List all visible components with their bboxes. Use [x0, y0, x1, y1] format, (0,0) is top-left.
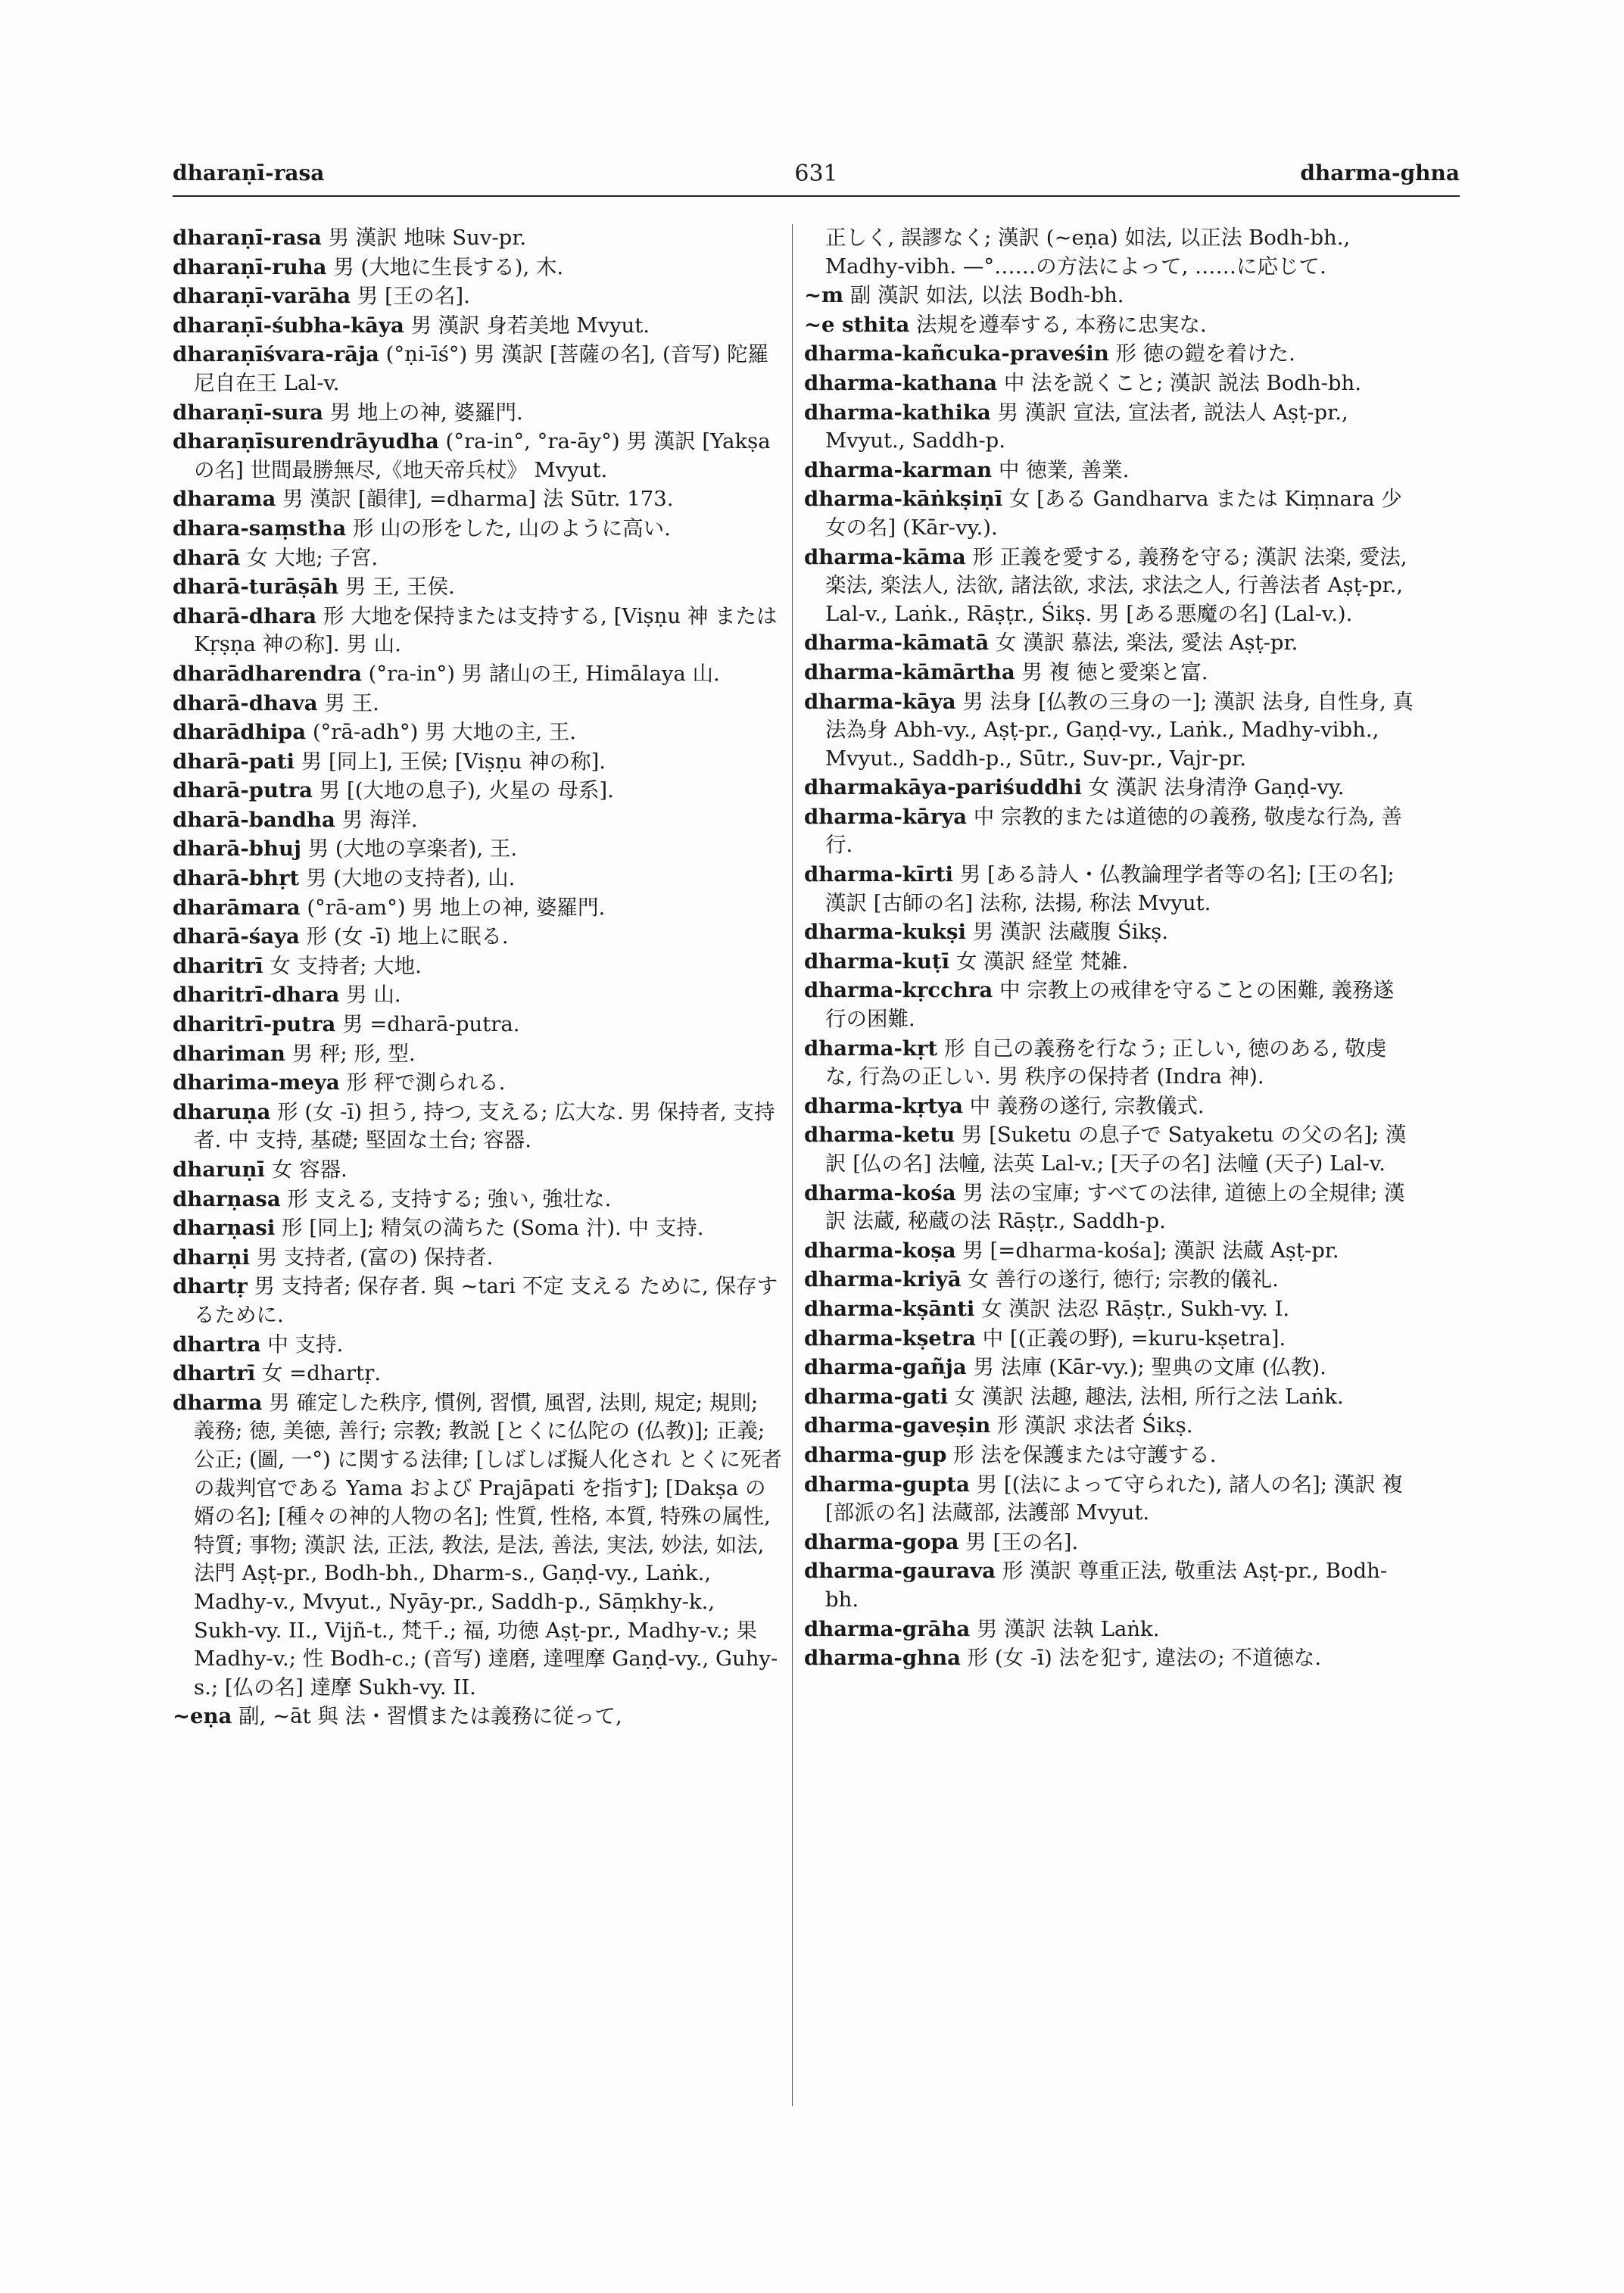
entry-headword: dharma-gopa	[804, 1529, 959, 1554]
entry-headword: dharma-gaurava	[804, 1559, 996, 1584]
entry-definition: 法規を遵奉する, 本務に忠実な.	[916, 312, 1207, 337]
entry-headword: dharitrī	[173, 953, 263, 978]
entry-headword: dharma	[173, 1390, 263, 1415]
entry-definition: 形 秤で測られる.	[346, 1070, 506, 1095]
entry-headword: dharama	[173, 487, 276, 512]
dictionary-entry	[173, 981, 782, 1010]
entry-definition: 男 山.	[346, 983, 401, 1008]
entry-definition: 形 自己の義務を行なう; 正しい, 徳のある, 敬虔な, 行為の正しい. 男 秩序の保持者 (Indra 神).	[825, 1036, 1387, 1089]
dictionary-entry	[173, 1069, 782, 1098]
dictionary-entry	[804, 399, 1414, 456]
dictionary-entry	[173, 718, 782, 747]
entry-definition: 男 (大地の支持者), 山.	[305, 866, 516, 891]
entry-headword: dharima-meya	[173, 1070, 340, 1095]
entry-headword: dharā-bhuj	[173, 837, 301, 861]
entry-headword: dharma-gañja	[804, 1355, 967, 1380]
dictionary-entry	[173, 835, 782, 864]
entry-headword: dharā-turāṣāh	[173, 575, 339, 600]
entry-definition: 男 =dharā-putra.	[342, 1012, 520, 1037]
entry-headword: dharma-kāmārtha	[804, 659, 1015, 684]
dictionary-entry	[804, 803, 1414, 860]
entry-definition: 中 法を説くこと; 漢訳 説法 Bodh-bh.	[1003, 370, 1361, 395]
entry-headword: ~m	[804, 283, 844, 308]
entry-headword: dharma-kṛtya	[804, 1093, 963, 1118]
entry-headword: dharma-kriyā	[804, 1267, 962, 1292]
page-header	[173, 160, 1460, 191]
entry-definition: 男 漢訳 地味 Suv-pr.	[328, 226, 527, 250]
entry-definition: 男 漢訳 法執 Laṅk.	[976, 1616, 1160, 1641]
dictionary-entry	[804, 1354, 1414, 1382]
entry-headword: dharma-gati	[804, 1384, 949, 1409]
dictionary-entry	[173, 399, 782, 428]
dictionary-entry	[173, 748, 782, 777]
entry-definition: 男 [同上], 王侯; [Viṣṇu 神の称].	[301, 749, 606, 774]
entry-definition: 形 (女 -ī) 担う, 持つ, 支える; 広大な. 男 保持者, 支持者. 中 支持, 基礎; 堅固な土台; 容器.	[194, 1099, 775, 1153]
entry-definition: 男 [=dharma-kośa]; 漢訳 法蔵 Aṣṭ-pr.	[962, 1238, 1339, 1263]
entry-headword: dharma-kathika	[804, 400, 991, 425]
dictionary-entry	[804, 1615, 1414, 1644]
dictionary-entry	[804, 1295, 1414, 1324]
dictionary-entry	[173, 1098, 782, 1155]
entry-definition: 男 海洋.	[341, 807, 418, 832]
entry-definition: 形 漢訳 尊重正法, 敬重法 Aṣṭ-pr., Bodh-bh.	[825, 1559, 1388, 1612]
entry-headword: dhartrī	[173, 1361, 256, 1386]
dictionary-entry	[173, 1040, 782, 1069]
entry-definition: 中 支持.	[267, 1332, 344, 1357]
entry-headword: dharā-bhṛt	[173, 866, 300, 891]
entry-headword: dharma-kañcuka-praveśin	[804, 341, 1109, 366]
dictionary-entry	[173, 573, 782, 602]
entry-definition: (°ra-in°) 男 諸山の王, Himālaya 山.	[368, 661, 720, 686]
entry-definition: 男 複 徳と愛楽と富.	[1021, 659, 1208, 684]
entry-headword: dharā	[173, 545, 241, 570]
dictionary-entry	[173, 1244, 782, 1273]
entry-definition: 男 地上の神, 婆羅門.	[329, 400, 523, 425]
dictionary-entry	[804, 1441, 1414, 1470]
entry-definition: 形 支える, 支持する; 強い, 強壮な.	[287, 1186, 612, 1211]
entry-headword: dharma-kṛt	[804, 1036, 938, 1061]
entry-definition: 女 漢訳 法趣, 趣法, 法相, 所行之法 Laṅk.	[954, 1384, 1344, 1409]
page-number: 631	[794, 160, 838, 187]
dictionary-entry	[173, 660, 782, 689]
entry-definition: 男 支持者; 保存者. 與 ~tari 不定 支える ために, 保存するために.	[194, 1274, 778, 1327]
entry-headword: dharaṇī-sura	[173, 400, 323, 425]
entry-headword: dharma-gaveṣin	[804, 1413, 991, 1438]
entry-definition: 女 漢訳 慕法, 楽法, 愛法 Aṣṭ-pr.	[995, 631, 1298, 656]
entry-definition: (°rā-am°) 男 地上の神, 婆羅門.	[307, 895, 606, 920]
dictionary-entry	[173, 485, 782, 514]
entry-definition: 男 王.	[324, 690, 379, 715]
dictionary-entry	[173, 224, 782, 253]
entry-definition: 副 漢訳 如法, 以法 Bodh-bh.	[849, 283, 1124, 308]
entry-definition: 中 徳業, 善業.	[998, 457, 1130, 482]
entry-definition: 中 [(正義の野), =kuru-kṣetra].	[982, 1326, 1286, 1351]
dictionary-entry	[804, 311, 1414, 340]
entry-definition: 男 (大地に生長する), 木.	[333, 254, 564, 279]
entry-definition: 形 (女 -ī) 地上に眠る.	[306, 924, 509, 949]
dictionary-entry	[804, 1237, 1414, 1266]
entry-definition: 形 法を保護または守護する.	[953, 1442, 1217, 1467]
entry-headword: dharma-koṣa	[804, 1238, 956, 1263]
dictionary-entry	[804, 948, 1414, 977]
dictionary-entry	[173, 312, 782, 341]
dictionary-entry	[804, 1383, 1414, 1412]
entry-headword: dharaṇīśvara-rāja	[173, 342, 379, 367]
entry-definition: 男 漢訳 [韻律], =dharma] 法 Sūtr. 173.	[282, 487, 674, 512]
entry-headword: dharaṇī-rasa	[173, 226, 322, 250]
entry-definition: 男 王, 王侯.	[344, 575, 455, 600]
column-divider	[792, 224, 793, 2106]
entry-definition: 女 容器.	[271, 1157, 348, 1182]
dictionary-entry	[173, 1214, 782, 1243]
dictionary-entry	[804, 1121, 1414, 1178]
dictionary-entry	[804, 1035, 1414, 1092]
dictionary-entry	[804, 282, 1414, 310]
dictionary-entry	[804, 544, 1414, 629]
entry-definition: 形 徳の鎧を着けた.	[1115, 341, 1295, 366]
entry-headword: dharma-kāṅkṣiṇī	[804, 487, 1003, 512]
entry-definition: 中 義務の遂行, 宗教儀式.	[969, 1093, 1205, 1118]
dictionary-entry	[173, 341, 782, 397]
dictionary-entry	[173, 428, 782, 484]
entry-headword: dharuṇa	[173, 1099, 271, 1124]
entry-headword: dharma-kāmatā	[804, 631, 990, 656]
dictionary-entry	[804, 1557, 1414, 1614]
entry-definition: (°ṇi-īś°) 男 漢訳 [菩薩の名], (音写) 陀羅尼自在王 Lal-v.	[194, 342, 769, 395]
running-head-right: dharma-ghna	[1300, 160, 1460, 185]
entry-definition: 男 [(法によって守られた), 諸人の名]; 漢訳 複 [部派の名] 法蔵部, 法護部 Mvyut.	[825, 1472, 1403, 1525]
entry-headword: dhartṛ	[173, 1274, 248, 1299]
entry-definition: 男 [(大地の息子), 火星の 母系].	[319, 778, 614, 803]
dictionary-entry	[173, 1703, 782, 1731]
entry-headword: dharma-grāha	[804, 1616, 971, 1641]
dictionary-entry	[804, 1325, 1414, 1354]
running-head-left: dharaṇī-rasa	[173, 160, 325, 185]
dictionary-entry	[173, 1360, 782, 1388]
entry-definition: 男 法庫 (Kār-vy.); 聖典の文庫 (仏教).	[973, 1355, 1326, 1380]
entry-headword: dharuṇī	[173, 1157, 265, 1182]
entry-headword: dhariman	[173, 1041, 285, 1066]
entry-definition: 正しく, 誤謬なく; 漢訳 (~eṇa) 如法, 以正法 Bodh-bh., Madhy-vibh. —°……の方法によって, ……に応じて.	[825, 226, 1351, 279]
entry-headword: dharma-kṣetra	[804, 1326, 976, 1351]
dictionary-entry	[173, 254, 782, 282]
entry-definition: 男 漢訳 身若美地 Mvyut.	[410, 313, 650, 338]
entry-headword: dharma-kuṭī	[804, 949, 950, 974]
entry-definition: 女 漢訳 法忍 Rāṣṭr., Sukh-vy. I.	[981, 1296, 1290, 1321]
entry-definition: 形 正義を愛する, 義務を守る; 漢訳 法楽, 愛法, 楽法, 楽法人, 法欲, 諸法欲, 求法, 求法之人, 行善法者 Aṣṭ-pr., Lal-v., Laṅk., Rāṣṭr., Śikṣ. 男 [ある悪魔の名] (Lal-v.).	[825, 544, 1407, 626]
dictionary-entry	[173, 777, 782, 805]
entry-headword: dharma-kāya	[804, 689, 956, 714]
entry-definition: (°rā-adh°) 男 大地の主, 王.	[312, 720, 577, 745]
header-rule	[173, 195, 1460, 197]
entry-definition: 男 確定した秩序, 慣例, 習慣, 風習, 法則, 規定; 規則; 義務; 徳, 美徳, 善行; 宗教; 教説 [とくに仏陀の (仏教)]; 正義; 公正; (圖, 一°) に関する法律; [しばしば擬人化され とくに死者の裁判官である Yama および Prajāpati を指す]; [Dakṣa の婿の名]; [種々の神的人物の名]; 性質, 性格, 本質, 特殊の属性, 特質; 事物; 漢訳 法, 正法, 教法, 是法, 善法, 実法, 妙法, 如法, 法門 Aṣṭ-pr., Bodh-bh., Dharm-s., Gaṇḍ-vy., Laṅk., Madhy-v., Mvyut., Nyāy-pr., Saddh-p., Sāṃkhy-k., Sukh-vy. II., Vijñ-t., 梵千.; 福, 功徳 Aṣṭ-pr., Madhy-v.; 果 Madhy-v.; 性 Bodh-c.; (音写) 達磨, 達哩摩 Gaṇḍ-vy., Guhy-s.; [仏の名] 達摩 Sukh-vy. II.	[194, 1390, 782, 1699]
dictionary-entry	[173, 690, 782, 718]
dictionary-entry	[804, 340, 1414, 369]
dictionary-entry	[804, 629, 1414, 658]
entry-headword: dharma-kathana	[804, 370, 998, 395]
entry-headword: dharma-gup	[804, 1442, 947, 1467]
dictionary-entry	[173, 923, 782, 952]
entry-definition: 形 漢訳 求法者 Śikṣ.	[997, 1413, 1193, 1438]
dictionary-entry	[173, 1156, 782, 1185]
entry-definition: 副, ~āt 與 法・習慣または義務に従って,	[238, 1704, 622, 1729]
entry-headword: dharaṇī-śubha-kāya	[173, 313, 404, 338]
dictionary-entry	[804, 977, 1414, 1033]
entry-headword: dharā-bandha	[173, 807, 335, 832]
dictionary-entry	[804, 1471, 1414, 1528]
entry-definition: 女 漢訳 法身清浄 Gaṇḍ-vy.	[1088, 775, 1345, 800]
entry-definition: 女 支持者; 大地.	[270, 953, 422, 978]
entry-definition: 女 大地; 子宮.	[247, 545, 379, 570]
entry-headword: dharma-ketu	[804, 1123, 955, 1148]
entry-headword: dharma-kṣānti	[804, 1296, 975, 1321]
entry-headword: dharṇasi	[173, 1216, 276, 1241]
entry-headword: dharma-ghna	[804, 1646, 961, 1671]
dictionary-entry	[804, 861, 1414, 918]
entry-definition: 男 支持者, (富の) 保持者.	[256, 1245, 494, 1270]
entry-definition: 男 法身 [仏教の三身の一]; 漢訳 法身, 自性身, 真法為身 Abh-vy., Aṣṭ-pr., Gaṇḍ-vy., Laṅk., Madhy-vibh., Mvyut., Saddh-p., Sūtr., Suv-pr., Vajr-pr.	[825, 689, 1414, 771]
entry-definition: 男 [ある詩人・仏教論理学者等の名]; [王の名]; 漢訳 [古師の名] 法称, 法揚, 称法 Mvyut.	[825, 862, 1395, 915]
entry-definition: 男 (大地の享楽者), 王.	[307, 837, 518, 861]
entry-headword: dharma-kīrti	[804, 862, 953, 887]
entry-definition: 男 法の宝庫; すべての法律, 道徳上の全規律; 漢訳 法蔵, 秘蔵の法 Rāṣṭr., Saddh-p.	[825, 1180, 1405, 1234]
entry-headword: ~e sthita	[804, 312, 910, 337]
entry-headword: dharā-putra	[173, 778, 313, 803]
dictionary-entry	[173, 952, 782, 981]
entry-headword: dharṇasa	[173, 1186, 281, 1211]
entry-headword: dharaṇī-ruha	[173, 254, 327, 279]
dictionary-entry	[173, 1331, 782, 1360]
dictionary-entry	[173, 1273, 782, 1329]
dictionary-entry	[173, 603, 782, 659]
dictionary-entry	[173, 894, 782, 923]
dictionary-entry	[804, 485, 1414, 542]
entry-definition: 女 =dhartṛ.	[261, 1361, 381, 1386]
entry-headword: dharma-kāma	[804, 544, 966, 569]
entry-definition: 女 [ある Gandharva または Kiṃnara 少女の名] (Kār-vy.).	[825, 487, 1402, 540]
entry-headword: dharā-dhara	[173, 603, 317, 628]
entry-headword: dharma-kṛcchra	[804, 978, 993, 1003]
dictionary-entry	[173, 1389, 782, 1703]
entry-headword: dharitrī-putra	[173, 1012, 336, 1037]
entry-headword: dharaṇī-varāha	[173, 284, 351, 309]
dictionary-entry	[173, 282, 782, 311]
dictionary-entry	[804, 1179, 1414, 1236]
entry-definition: 男 [Suketu の息子で Satyaketu の父の名]; 漢訳 [仏の名] 法幢, 法英 Lal-v.; [天子の名] 法幢 (天子) Lal-v.	[825, 1123, 1407, 1176]
entry-headword: dharma-gupta	[804, 1472, 970, 1497]
entry-headword: dharā-pati	[173, 749, 295, 774]
entry-headword: dharā-dhava	[173, 690, 318, 715]
entry-definition: 女 漢訳 経堂 梵雑.	[955, 949, 1129, 974]
left-column	[173, 224, 782, 1732]
entry-definition: 女 善行の遂行, 徳行; 宗教的儀礼.	[968, 1267, 1279, 1292]
dictionary-entry	[804, 1412, 1414, 1441]
entry-definition: 男 [王の名].	[357, 284, 470, 309]
entry-definition: 形 (女 -ī) 法を犯す, 違法の; 不道徳な.	[967, 1646, 1322, 1671]
entry-headword: dharitrī-dhara	[173, 983, 340, 1008]
entry-headword: ~eṇa	[173, 1704, 232, 1729]
entry-headword: dharma-kukṣi	[804, 920, 966, 945]
entry-definition: 男 漢訳 宣法, 宣法者, 説法人 Aṣṭ-pr., Mvyut., Saddh-p.	[825, 400, 1348, 453]
entry-headword: dharāmara	[173, 895, 301, 920]
entry-headword: dharādhipa	[173, 720, 307, 745]
entry-headword: dharma-kārya	[804, 804, 968, 829]
dictionary-entry	[804, 774, 1414, 802]
dictionary-entry	[173, 1011, 782, 1039]
entry-headword: dhartra	[173, 1332, 261, 1357]
dictionary-entry	[804, 224, 1414, 281]
dictionary-entry	[804, 659, 1414, 687]
entry-headword: dharā-śaya	[173, 924, 300, 949]
entry-definition: 中 宗教上の戒律を守ることの困難, 義務遂行の困難.	[825, 978, 1395, 1032]
entry-headword: dharaṇīsurendrāyudha	[173, 429, 439, 454]
dictionary-entry	[804, 688, 1414, 774]
entry-headword: dharmakāya-pariśuddhi	[804, 775, 1082, 800]
dictionary-entry	[804, 918, 1414, 947]
entry-headword: dharma-kośa	[804, 1180, 956, 1205]
dictionary-entry	[804, 1266, 1414, 1294]
entry-definition: 男 秤; 形, 型.	[291, 1041, 416, 1066]
dictionary-entry	[804, 1092, 1414, 1121]
entry-headword: dharṇi	[173, 1245, 250, 1270]
entry-headword: dhara-saṃstha	[173, 516, 347, 541]
dictionary-entry	[804, 1644, 1414, 1673]
dictionary-entry	[173, 865, 782, 893]
dictionary-entry	[804, 1528, 1414, 1557]
dictionary-entry	[804, 456, 1414, 485]
entry-definition: 形 大地を保持または支持する, [Viṣṇu 神 または Kṛṣṇa 神の称]. 男 山.	[194, 603, 778, 657]
dictionary-entry	[804, 369, 1414, 398]
entry-definition: 中 宗教的または道徳的の義務, 敬虔な行為, 善行.	[825, 804, 1402, 858]
entry-definition: (°ra-in°, °ra-āy°) 男 漢訳 [Yakṣa の名] 世間最勝無尽,《地天帝兵杖》 Mvyut.	[194, 429, 771, 482]
dictionary-entry	[173, 544, 782, 573]
entry-definition: 男 [王の名].	[965, 1529, 1079, 1554]
entry-headword: dharma-karman	[804, 457, 993, 482]
dictionary-entry	[173, 806, 782, 835]
dictionary-entry	[173, 1185, 782, 1214]
right-column	[804, 224, 1414, 1674]
entry-definition: 形 [同上]; 精気の満ちた (Soma 汁). 中 支持.	[282, 1216, 704, 1241]
entry-definition: 男 漢訳 法蔵腹 Śikṣ.	[972, 920, 1169, 945]
entry-headword: dharādharendra	[173, 661, 362, 686]
entry-definition: 形 山の形をした, 山のように高い.	[352, 516, 671, 541]
dictionary-entry	[173, 515, 782, 544]
